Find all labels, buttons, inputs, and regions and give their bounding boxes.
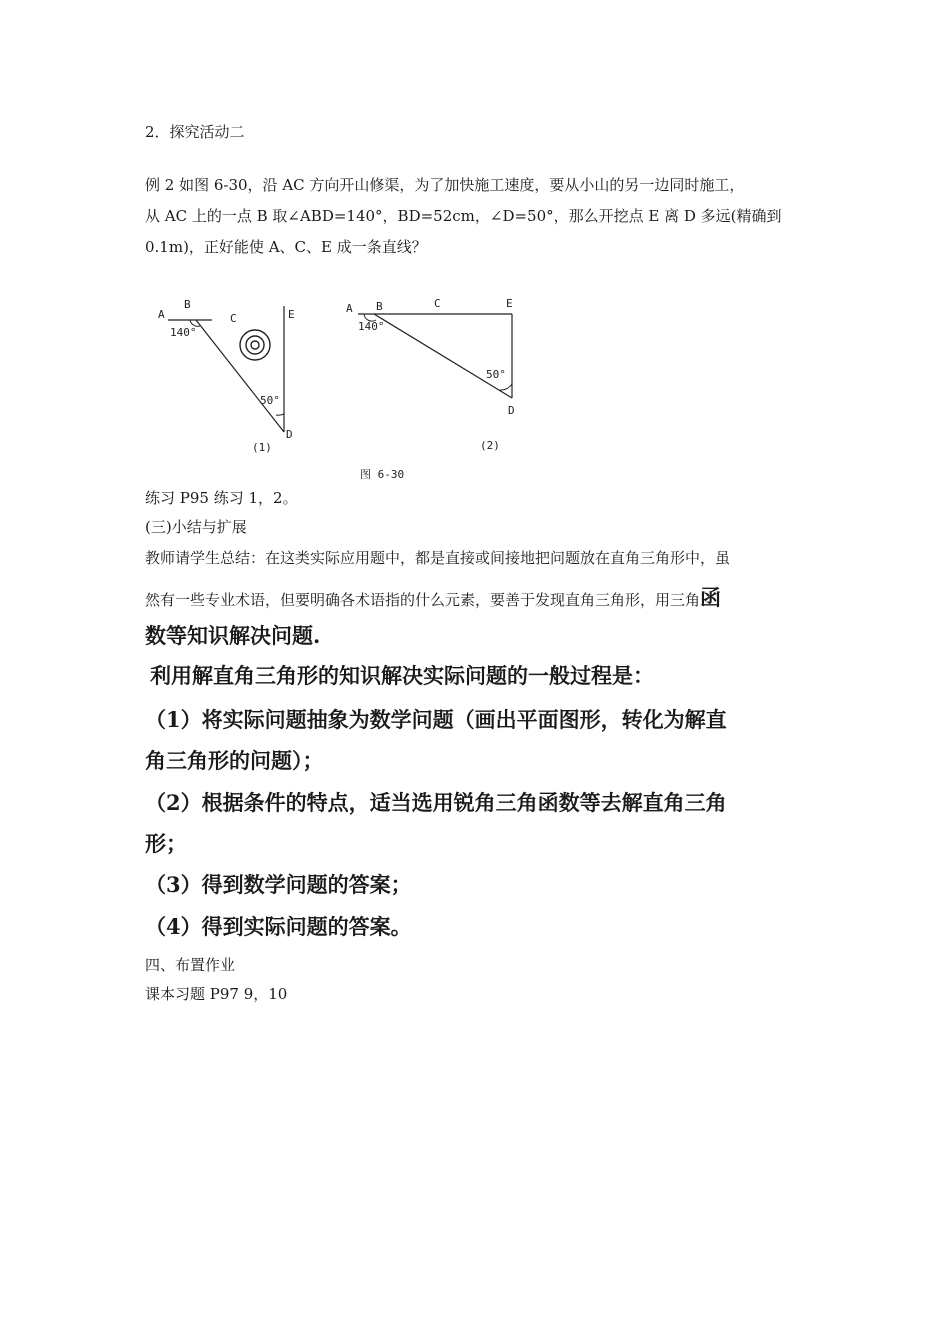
fig1-label-d: D [286, 428, 293, 441]
summary-line-3: 数等知识解决问题. [145, 623, 321, 648]
fig2-label-a: A [346, 302, 353, 315]
example-line-2: 从 AC 上的一点 B 取∠ABD=140°，BD=52cm，∠D=50°，那么开挖点 E 离 D 多远(精确到 [145, 207, 782, 225]
figure-1 [158, 298, 295, 454]
fig2-label-e: E [506, 297, 513, 310]
process-step-2-line-2: 形； [145, 831, 187, 856]
fig2-label-b: B [376, 300, 383, 313]
process-step-3: （3）得到数学问题的答案； [145, 872, 412, 897]
fig2-sublabel: (2) [480, 439, 500, 452]
homework-heading: 四、布置作业 [145, 956, 236, 974]
example-line-3: 0.1m)，正好能使 A、C、E 成一条直线？ [145, 238, 427, 256]
summary-heading: (三)小结与扩展 [145, 518, 247, 536]
fig1-angle-b: 140° [170, 326, 197, 339]
fig2-label-d: D [508, 404, 515, 417]
figure-6-30 [150, 292, 540, 487]
fig2-label-c: C [434, 297, 441, 310]
section-heading: 2．探究活动二 [145, 123, 245, 141]
summary-line-1: 教师请学生总结：在这类实际应用题中，都是直接或间接地把问题放在直角三角形中，虽 [145, 549, 731, 567]
process-step-1-line-1: （1）将实际问题抽象为数学问题（画出平面图形，转化为解直 [145, 707, 727, 732]
fig1-label-b: B [184, 298, 191, 311]
summary-line-2-text: 然有一些专业术语，但要明确各术语指的什么元素，要善于发现直角三角形，用三角 [145, 591, 701, 609]
practice-line: 练习 P95 练习 1，2。 [145, 489, 298, 507]
fig1-label-e: E [288, 308, 295, 321]
fig2-angle-d: 50° [486, 368, 506, 381]
homework-content: 课本习题 P97 9，10 [145, 985, 288, 1003]
process-step-2-line-1: （2）根据条件的特点，适当选用锐角三角函数等去解直角三角 [145, 790, 727, 815]
fig2-angle-b: 140° [358, 320, 385, 333]
process-step-4: （4）得到实际问题的答案。 [145, 914, 412, 939]
fig1-label-a: A [158, 308, 165, 321]
figure-caption: 图 6-30 [360, 468, 405, 481]
summary-line-2 [145, 582, 721, 612]
fig1-label-c: C [230, 312, 237, 325]
fig1-angle-d: 50° [260, 394, 280, 407]
process-step-1-line-2: 角三角形的问题）； [145, 748, 324, 773]
fig1-sublabel: (1) [252, 441, 272, 454]
process-intro: 利用解直角三角形的知识解决实际问题的一般过程是： [150, 663, 654, 688]
figure-2 [346, 297, 515, 452]
summary-line-2-tail: 函 [700, 585, 722, 610]
example-line-1: 例 2 如图 6-30，沿 AC 方向开山修渠，为了加快施工速度，要从小山的另一边同时施工， [145, 176, 745, 194]
